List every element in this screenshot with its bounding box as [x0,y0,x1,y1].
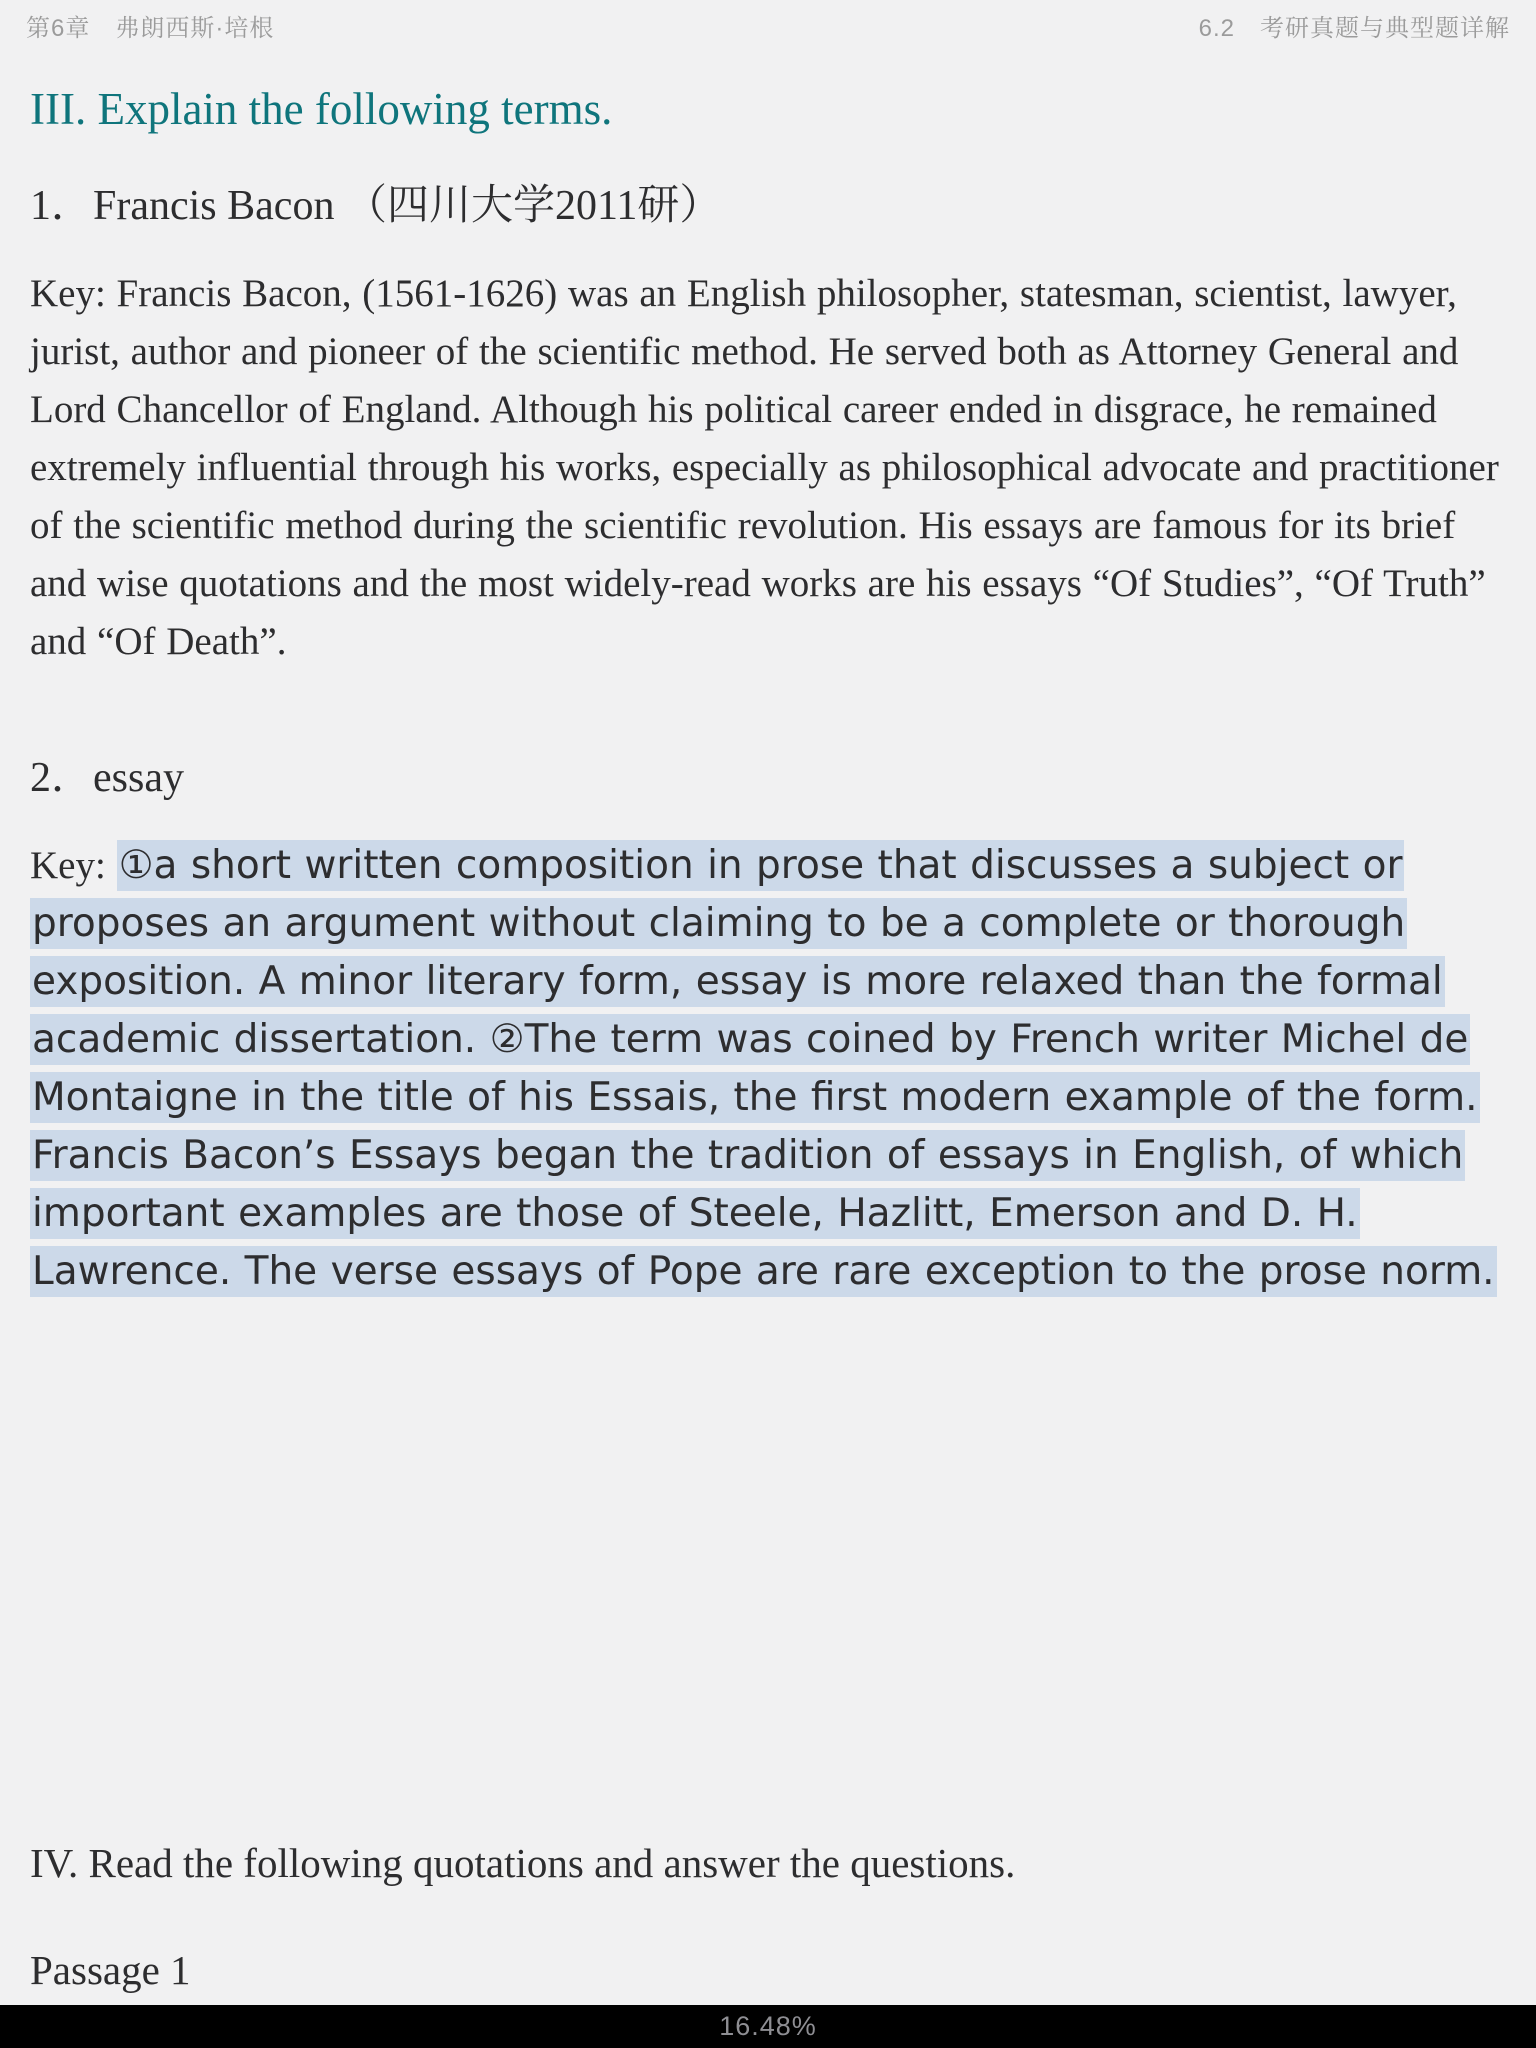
reader-header [0,0,1536,43]
passage-label: Passage 1 [30,1947,191,1994]
chapter-breadcrumb: 第6章 弗朗西斯·培根 [26,15,275,42]
section-title-iii: III. Explain the following terms. [30,84,613,134]
term-1-heading: 1．Francis Bacon （四川大学2011研） [30,182,722,229]
term-1-answer: Key: Francis Bacon, (1561-1626) was an English philosopher, statesman, scientist, lawyer, jurist, author and pioneer of the scientific method. He served both as Attorney General and Lord Chancellor of England. Although his political career ended in disgrace, he remained extremely influential through his works, especially as philosophical advocate and practitioner of the scientific method during the scientific revolution. His essays are famous for its brief and wise quotations and the most widely-read works are his essays “Of Studies”, “Of Truth” and “Of Death”. [30,271,1499,663]
highlighted-passage[interactable]: ①a short written composition in prose that discusses a subject or proposes an argument without claiming to be a complete or thorough exposition. A minor literary form, essay is more relaxed than the formal academic dissertation. ②The term was coined by French writer Michel de Montaigne in the title of his Essais, the first modern example of the form. Francis Bacon’s Essays began the tradition of essays in English, of which important examples are those of Steele, Hazlitt, Emerson and D. H. Lawrence. The verse essays of Pope are rare exception to the prose norm. [30,840,1497,1297]
progress-bar [0,2005,1536,2048]
section-breadcrumb: 6.2 考研真题与典型题详解 [1198,15,1510,42]
progress-percentage: 16.48% [719,2011,817,2041]
reader-page [0,85,1536,1996]
term-2-answer [30,837,1506,1301]
term-2-heading: 2．essay [30,754,184,801]
section-title-iv: IV. Read the following quotations and answer the questions. [30,1840,1016,1887]
key-prefix: Key: [30,844,117,888]
